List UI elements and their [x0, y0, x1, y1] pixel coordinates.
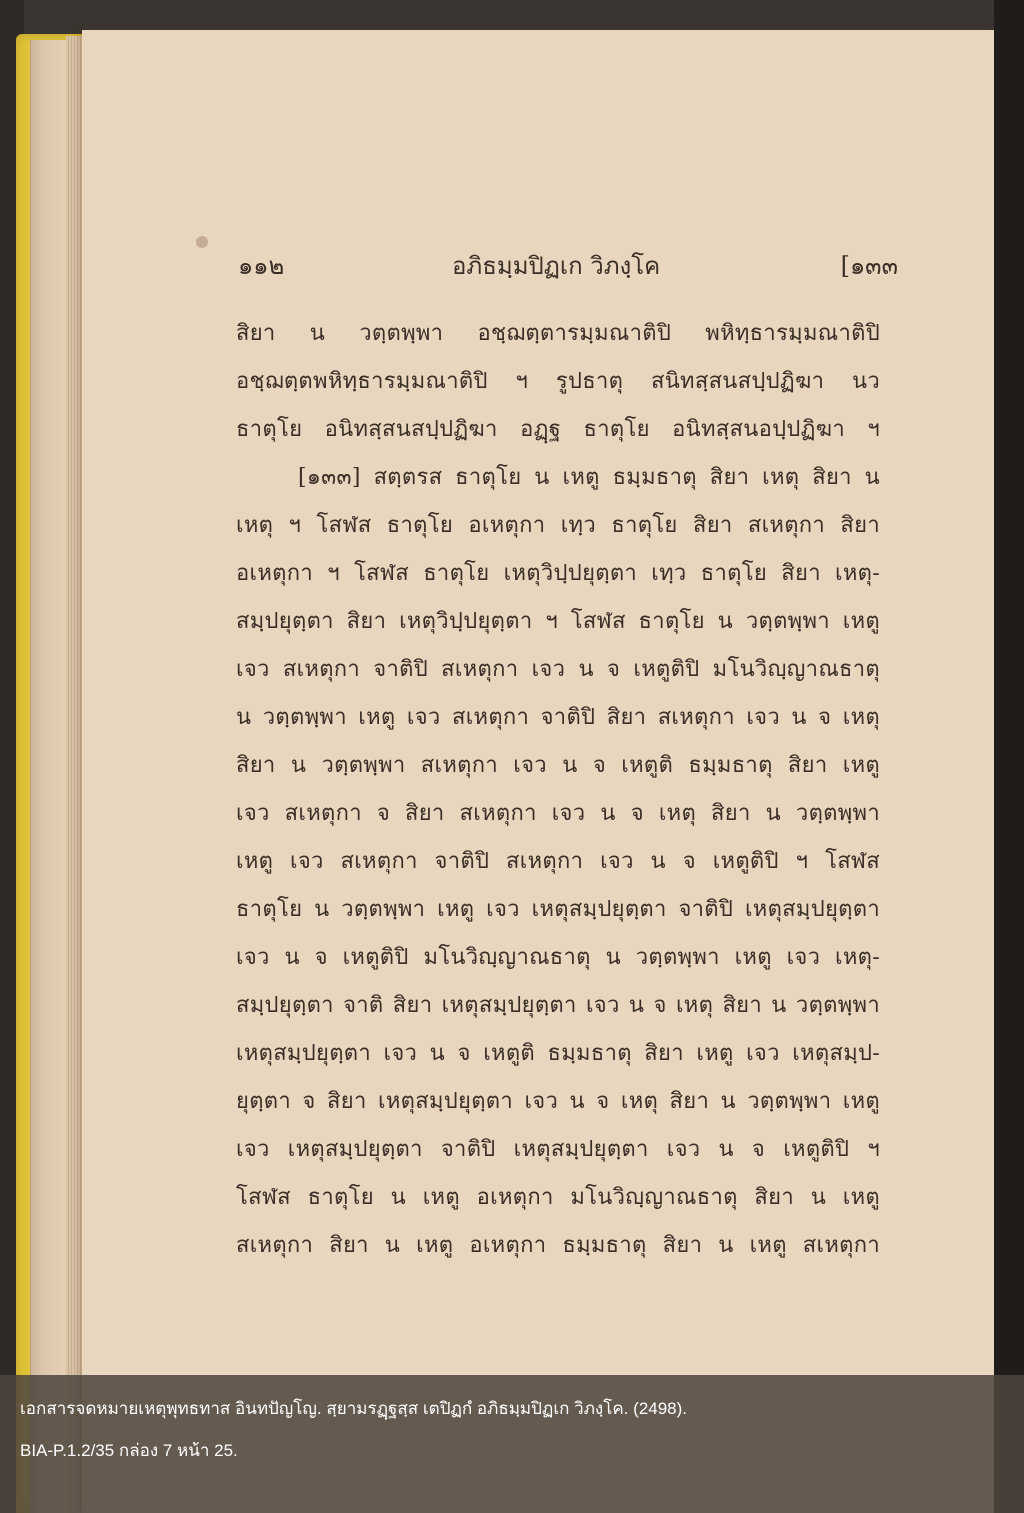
- text-line: ธาตุโย อนิทสฺสนสปฺปฏิฆา อฏฺฐ ธาตุโย อนิทสฺสนอปฺปฏิฆา ฯ: [236, 417, 880, 442]
- text-line: ธาตุโย น วตฺตพฺพา เหตู เจว เหตุสมฺปยุตฺตา จาติปิ เหตุสมฺปยุตฺตา: [236, 897, 880, 922]
- page-header: [238, 246, 898, 286]
- section-reference: [๑๓๓: [840, 252, 898, 280]
- text-line: อชฺฌตฺตพหิทฺธารมฺมณาติปิ ฯ รูปธาตุ สนิทสฺสนสปฺปฏิฆา นว: [236, 369, 880, 394]
- text-line: น วตฺตพฺพา เหตู เจว สเหตุกา จาติปิ สิยา สเหตุกา เจว น จ เหตุ: [236, 705, 880, 730]
- text-line: เจว น จ เหตูติปิ มโนวิญฺญาณธาตุ น วตฺตพฺพา เหตู เจว เหตุ-: [236, 945, 880, 970]
- page-number: ๑๑๒: [238, 252, 285, 280]
- text-line: เจว สเหตุกา จ สิยา สเหตุกา เจว น จ เหตุ สิยา น วตฺตพฺพา: [236, 801, 880, 826]
- text-line: เหตุสมฺปยุตฺตา เจว น จ เหตูติ ธมฺมธาตุ สิยา เหตู เจว เหตุสมฺป-: [236, 1041, 880, 1066]
- caption-bar: [0, 1375, 1024, 1513]
- text-line: สมฺปยุตฺตา จาติ สิยา เหตุสมฺปยุตฺตา เจว น จ เหตุ สิยา น วตฺตพฺพา: [236, 993, 880, 1018]
- text-line: [๑๓๓] สตฺตรส ธาตุโย น เหตู ธมฺมธาตุ สิยา เหตุ สิยา น: [298, 465, 880, 490]
- text-line: สมฺปยุตฺตา สิยา เหตุวิปฺปยุตฺตา ฯ โสฬส ธาตุโย น วตฺตพฺพา เหตู: [236, 609, 880, 634]
- text-line: สิยา น วตฺตพฺพา อชฺฌตฺตารมฺมณาติปิ พหิทฺธารมฺมณาติปิ: [236, 321, 880, 346]
- text-line: โสฬส ธาตุโย น เหตู อเหตุกา มโนวิญฺญาณธาตุ สิยา น เหตู: [236, 1185, 880, 1210]
- text-line: เหตุ ฯ โสฬส ธาตุโย อเหตุกา เทฺว ธาตุโย สิยา สเหตุกา สิยา: [236, 513, 880, 538]
- running-title: อภิธมฺมปิฏเก วิภงฺโค: [452, 252, 661, 280]
- caption-archive-id: BIA-P.1.2/35 กล่อง 7 หน้า 25.: [20, 1441, 238, 1460]
- text-line: อเหตุกา ฯ โสฬส ธาตุโย เหตุวิปฺปยุตฺตา เทฺว ธาตุโย สิยา เหตุ-: [236, 561, 880, 586]
- page-stain: [196, 236, 208, 248]
- text-line: สเหตุกา สิยา น เหตู อเหตุกา ธมฺมธาตุ สิยา น เหตู สเหตุกา: [236, 1233, 880, 1258]
- body-text: [236, 316, 880, 1276]
- right-background: [994, 0, 1024, 1513]
- text-line: สิยา น วตฺตพฺพา สเหตุกา เจว น จ เหตูติ ธมฺมธาตุ สิยา เหตู: [236, 753, 880, 778]
- text-line: เจว เหตุสมฺปยุตฺตา จาติปิ เหตุสมฺปยุตฺตา เจว น จ เหตูติปิ ฯ: [236, 1137, 880, 1162]
- caption-citation: เอกสารจดหมายเหตุพุทธทาส อินทปัญโญ. สฺยามรฏฺฐสฺส เตปิฏกํ อภิธมฺมปิฏเก วิภงฺโค. (2498).: [20, 1399, 688, 1418]
- text-line: เหตู เจว สเหตุกา จาติปิ สเหตุกา เจว น จ เหตูติปิ ฯ โสฬส: [236, 849, 880, 874]
- text-line: เจว สเหตุกา จาติปิ สเหตุกา เจว น จ เหตูติปิ มโนวิญฺญาณธาตุ: [236, 657, 880, 682]
- text-line: ยุตฺตา จ สิยา เหตุสมฺปยุตฺตา เจว น จ เหตุ สิยา น วตฺตพฺพา เหตู: [236, 1089, 880, 1114]
